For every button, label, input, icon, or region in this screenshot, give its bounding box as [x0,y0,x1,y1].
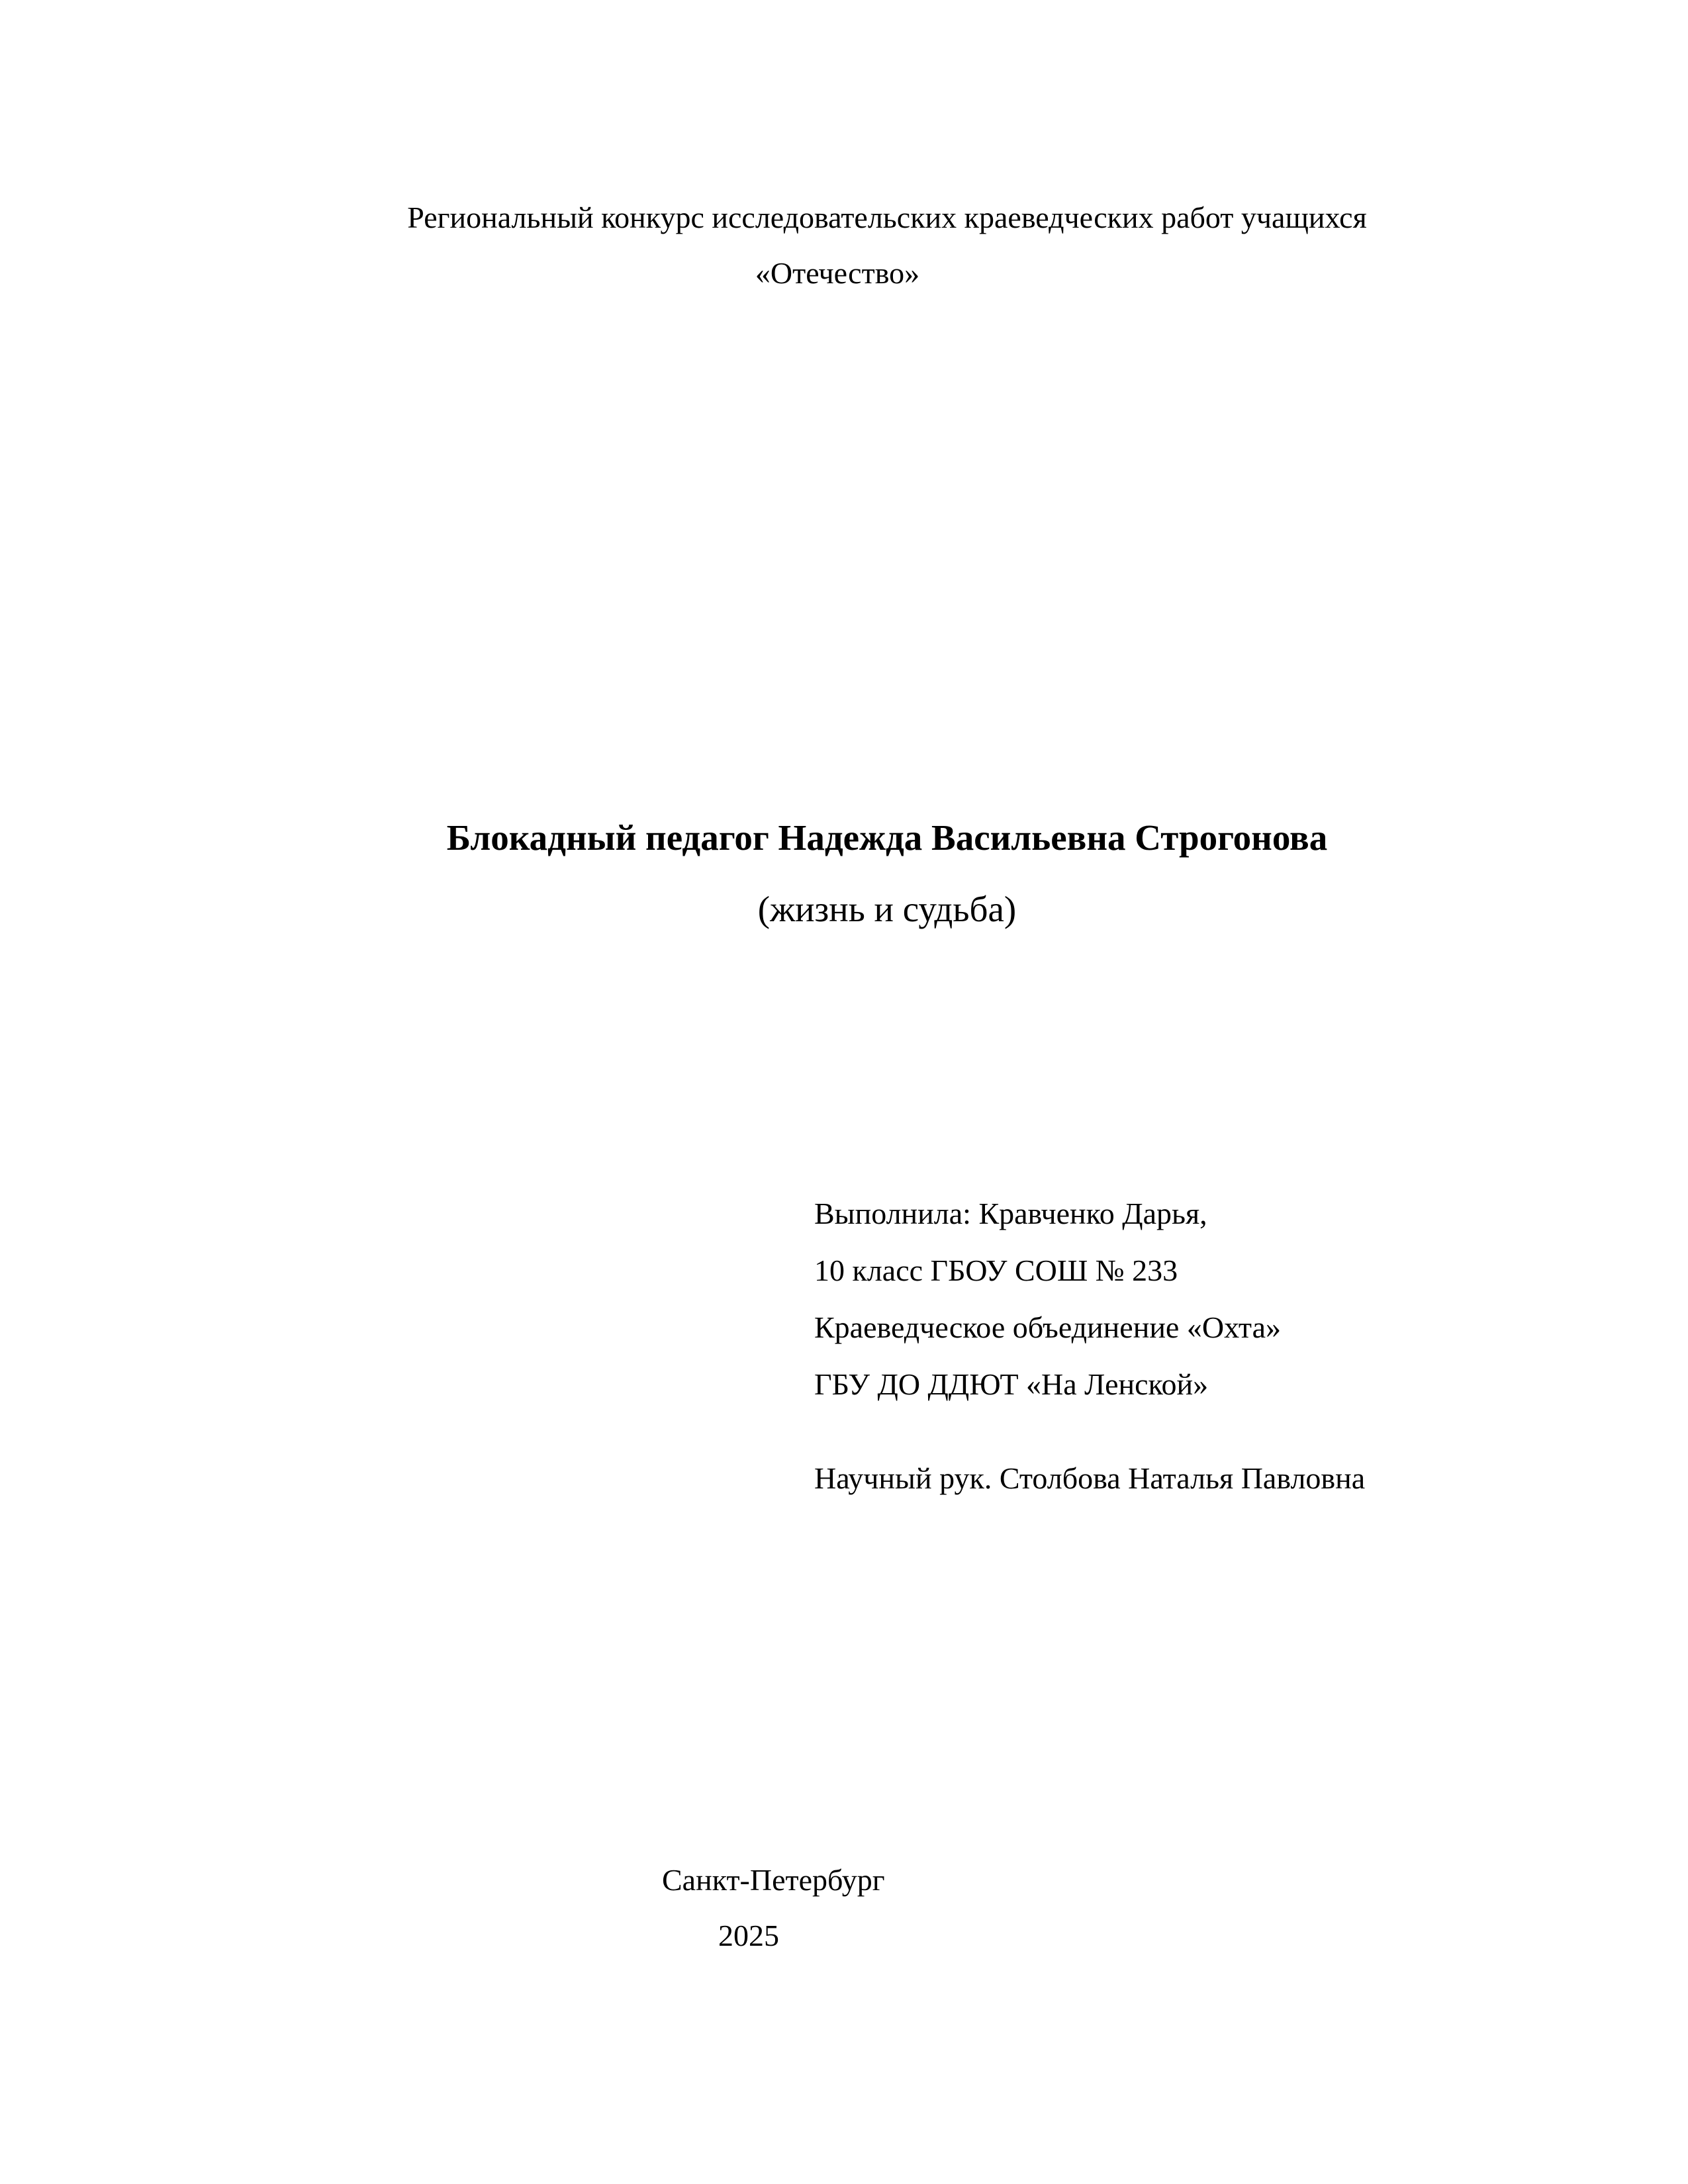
work-title: Блокадный педагог Надежда Васильевна Строгонова [446,817,1328,858]
author-info-block [814,1185,1281,1413]
author-association: Краеведческое объединение «Охта» [814,1310,1282,1344]
city: Санкт-Петербург [662,1863,885,1897]
contest-name-line-1: Региональный конкурс исследовательских краеведческих работ учащихся [407,201,1367,234]
author-performed-by: Выполнила: Кравченко Дарья, [814,1197,1207,1230]
author-class-school: 10 класс ГБОУ СОШ № 233 [814,1253,1178,1287]
supervisor-line: Научный рук. Столбова Наталья Павловна [814,1461,1366,1495]
year: 2025 [718,1919,779,1952]
work-subtitle: (жизнь и судьба) [757,889,1017,929]
contest-name-line-2: «Отечество» [755,256,920,290]
author-institution: ГБУ ДО ДДЮТ «На Ленской» [814,1367,1209,1401]
